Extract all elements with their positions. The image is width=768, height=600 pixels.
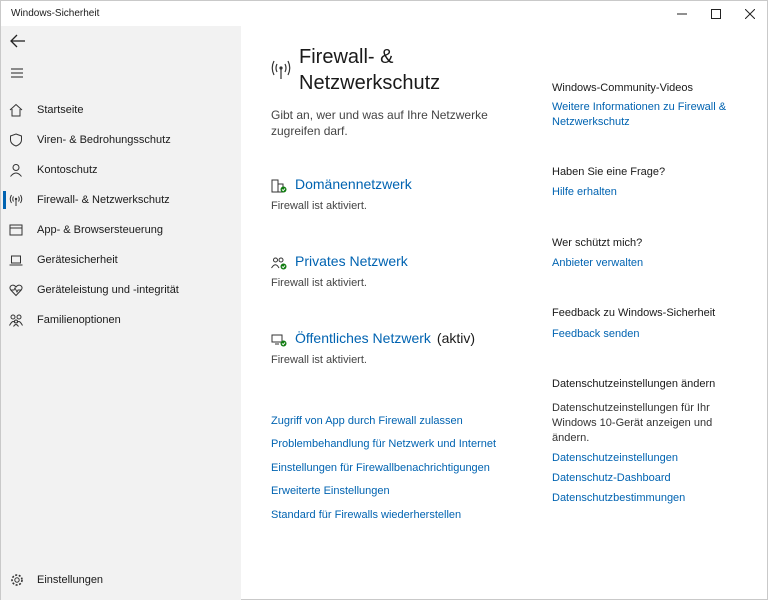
person-icon — [9, 163, 23, 177]
sidebar-item-virus-protection[interactable] — [1, 126, 241, 154]
sidebar-item-family[interactable] — [1, 306, 241, 334]
antenna-icon — [270, 59, 292, 81]
sidebar-item-account-protection[interactable] — [1, 156, 241, 184]
sidebar-item-label: Startseite — [37, 104, 84, 116]
gear-icon — [10, 573, 24, 587]
protect-heading: Wer schützt mich? — [552, 237, 643, 249]
sidebar-item-device-performance[interactable] — [1, 276, 241, 304]
advanced-settings-link[interactable]: Erweiterte Einstellungen — [271, 485, 390, 497]
question-heading: Haben Sie eine Frage? — [552, 166, 666, 178]
restore-defaults-link[interactable]: Standard für Firewalls wiederherstellen — [271, 509, 462, 521]
public-network-icon — [271, 333, 287, 347]
sidebar-item-label: Geräteleistung und -integrität — [37, 284, 179, 296]
network-public-link[interactable] — [295, 330, 475, 346]
sidebar-item-firewall[interactable] — [1, 186, 241, 214]
privacy-dashboard-link[interactable]: Datenschutz-Dashboard — [552, 472, 671, 484]
sidebar-item-label: Kontoschutz — [37, 164, 98, 176]
network-domain-link[interactable]: Domänennetzwerk — [295, 176, 412, 192]
active-indicator — [3, 191, 6, 209]
main-content — [241, 26, 767, 600]
sidebar-item-label: App- & Browsersteuerung — [37, 224, 163, 236]
laptop-icon — [9, 253, 23, 267]
videos-link[interactable]: Weitere Informationen zu Firewall & Netzwerkschutz — [552, 101, 727, 128]
back-button[interactable] — [7, 30, 29, 52]
privacy-heading: Datenschutzeinstellungen ändern — [552, 378, 716, 390]
feedback-link[interactable]: Feedback senden — [552, 328, 640, 340]
antenna-icon — [9, 193, 23, 207]
sidebar-item-label: Einstellungen — [37, 574, 104, 586]
minimize-icon — [677, 9, 687, 19]
sidebar-item-label: Firewall- & Netzwerkschutz — [37, 194, 170, 206]
hamburger-icon — [9, 66, 25, 80]
notification-settings-link[interactable]: Einstellungen für Firewallbenachrichtigungen — [271, 462, 490, 474]
videos-heading: Windows-Community-Videos — [552, 82, 694, 94]
help-link[interactable]: Hilfe erhalten — [552, 186, 617, 198]
close-button[interactable] — [733, 1, 767, 26]
home-icon — [9, 103, 23, 117]
privacy-text: Datenschutzeinstellungen für Ihr Windows 10-Gerät anzeigen und ändern. — [552, 402, 713, 444]
privacy-settings-link[interactable]: Datenschutzeinstellungen — [552, 452, 678, 464]
sidebar-item-app-browser[interactable] — [1, 216, 241, 244]
back-arrow-icon — [7, 30, 29, 52]
sidebar-item-label: Familienoptionen — [37, 314, 121, 326]
sidebar — [1, 26, 241, 600]
sidebar-item-settings[interactable] — [1, 570, 241, 592]
title-bar — [1, 1, 767, 26]
heart-pulse-icon — [9, 283, 23, 297]
private-network-icon — [271, 256, 287, 270]
allow-app-link[interactable]: Zugriff von App durch Firewall zulassen — [271, 415, 463, 427]
minimize-button[interactable] — [665, 1, 699, 26]
browser-window-icon — [9, 223, 23, 237]
network-public-name[interactable]: Öffentliches Netzwerk — [295, 330, 431, 346]
sidebar-item-label: Gerätesicherheit — [37, 254, 118, 266]
maximize-icon — [711, 9, 721, 19]
network-status: Firewall ist aktiviert. — [271, 277, 367, 289]
page-title: Firewall- & Netzwerkschutz — [299, 46, 441, 94]
close-icon — [745, 9, 755, 19]
page-description: Gibt an, wer und was auf Ihre Netzwerke zugreifen darf. — [271, 108, 488, 138]
sidebar-item-device-security[interactable] — [1, 246, 241, 274]
manage-providers-link[interactable]: Anbieter verwalten — [552, 257, 644, 269]
privacy-statement-link[interactable]: Datenschutzbestimmungen — [552, 492, 686, 504]
network-status: Firewall ist aktiviert. — [271, 354, 367, 366]
network-private-link[interactable]: Privates Netzwerk — [295, 253, 408, 269]
shield-icon — [9, 133, 23, 147]
family-icon — [9, 313, 23, 327]
domain-network-icon — [271, 179, 287, 193]
active-network-label: (aktiv) — [436, 330, 476, 346]
menu-button[interactable] — [9, 66, 25, 80]
sidebar-item-home[interactable] — [1, 96, 241, 124]
maximize-button[interactable] — [699, 1, 733, 26]
sidebar-item-label: Viren- & Bedrohungsschutz — [37, 134, 171, 146]
window-title: Windows-Sicherheit — [11, 8, 100, 19]
feedback-heading: Feedback zu Windows-Sicherheit — [552, 307, 716, 319]
network-status: Firewall ist aktiviert. — [271, 200, 367, 212]
troubleshoot-link[interactable]: Problembehandlung für Netzwerk und Internet — [271, 438, 497, 450]
